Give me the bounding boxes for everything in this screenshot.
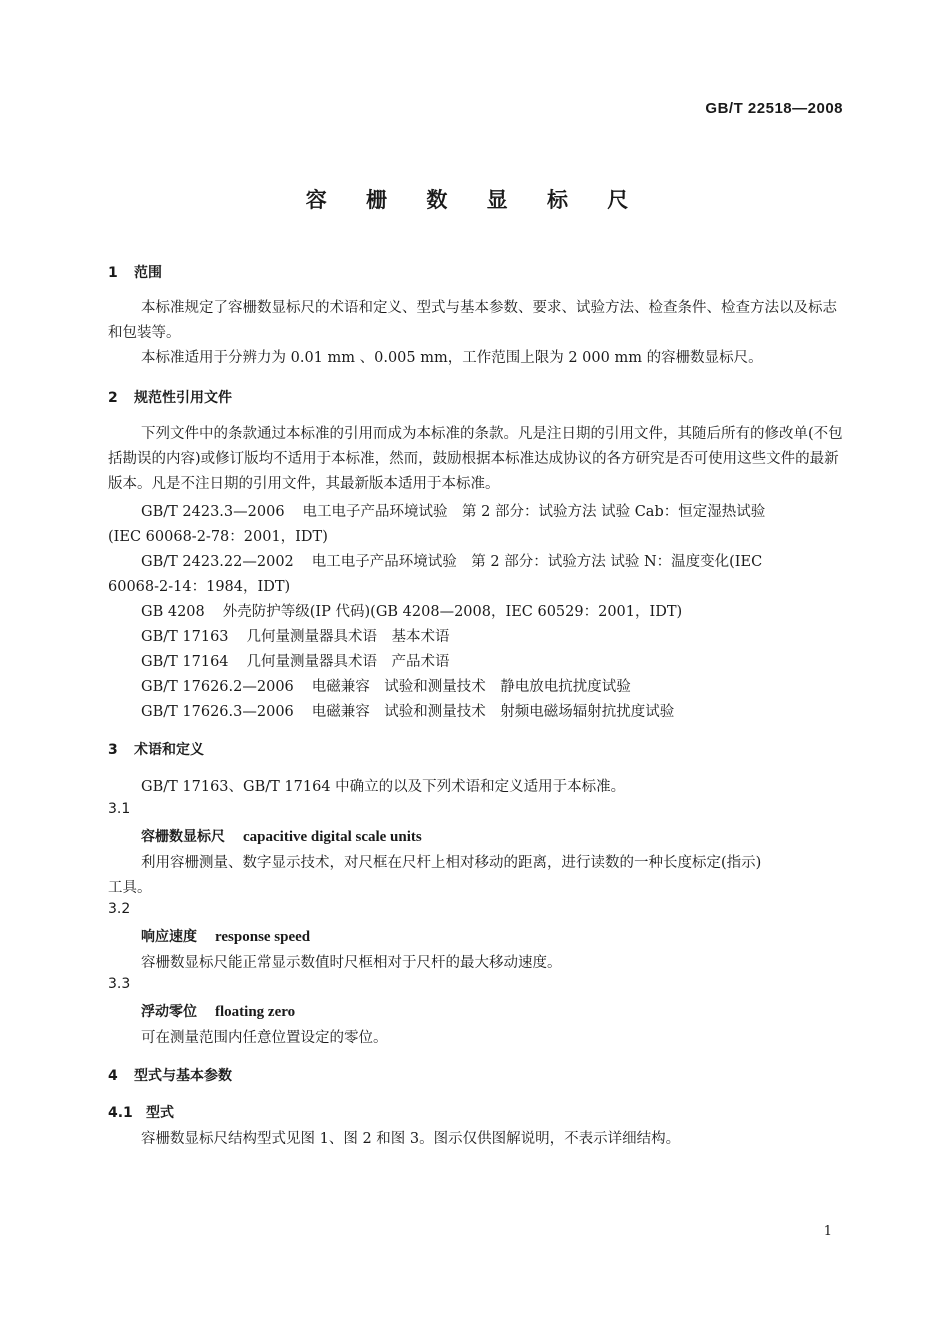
reference-code: GB/T 17164	[141, 654, 229, 670]
term-chinese: 浮动零位	[141, 1004, 197, 1020]
paragraph: 本标准适用于分辨力为 0.01 mm 、0.005 mm，工作范围上限为 2 000 mm 的容栅数显标尺。	[141, 350, 763, 366]
reference-item	[141, 600, 682, 621]
term-definition: 可在测量范围内任意位置设定的零位。	[141, 1030, 388, 1046]
term-number: 3.1	[108, 801, 131, 817]
term-heading	[141, 826, 422, 846]
section-heading	[108, 262, 162, 282]
reference-item	[141, 650, 450, 671]
section-number: 4	[108, 1068, 118, 1084]
reference-code: GB/T 2423.22—2002	[141, 554, 294, 570]
standard-code: GB/T 22518—2008	[705, 100, 843, 117]
page-number: 1	[823, 1224, 832, 1239]
reference-item	[141, 625, 450, 646]
section-heading	[108, 387, 232, 407]
reference-code: GB/T 2423.3—2006	[141, 504, 285, 520]
paragraph: 容栅数显标尺结构型式见图 1、图 2 和图 3。图示仅供图解说明，不表示详细结构。	[141, 1131, 681, 1147]
section-title: 范围	[134, 265, 162, 281]
section-number: 2	[108, 390, 118, 406]
section-heading	[108, 1065, 232, 1085]
term-heading	[141, 1001, 295, 1021]
reference-item	[141, 550, 762, 571]
reference-code: GB/T 17626.3—2006	[141, 704, 294, 720]
reference-title: 电工电子产品环境试验 第 2 部分：试验方法 试验 Cab：恒定湿热试验	[302, 504, 766, 520]
section-title: 型式与基本参数	[134, 1068, 232, 1084]
section-number: 3	[108, 742, 118, 758]
reference-code: GB/T 17626.2—2006	[141, 679, 294, 695]
reference-continuation: 60068-2-14：1984，IDT)	[108, 579, 291, 595]
term-chinese: 响应速度	[141, 929, 197, 945]
reference-title: 几何量测量器具术语 基本术语	[246, 629, 450, 645]
term-heading	[141, 926, 310, 946]
subsection-heading	[108, 1102, 174, 1122]
subsection-title: 型式	[146, 1105, 174, 1121]
paragraph: 本标准规定了容栅数显标尺的术语和定义、型式与基本参数、要求、试验方法、检查条件、检查方法以及标志和包装等。	[108, 300, 837, 341]
reference-item	[141, 675, 631, 696]
reference-code: GB/T 17163	[141, 629, 229, 645]
reference-title: 电工电子产品环境试验 第 2 部分：试验方法 试验 N：温度变化(IEC	[311, 554, 763, 570]
reference-continuation: (IEC 60068-2-78：2001，IDT)	[108, 529, 328, 545]
section-title: 规范性引用文件	[134, 390, 232, 406]
reference-item	[141, 500, 765, 521]
section-number: 1	[108, 265, 118, 281]
reference-title: 外壳防护等级(IP 代码)(GB 4208—2008，IEC 60529：2001，IDT)	[222, 604, 683, 620]
term-english: floating zero	[215, 1004, 296, 1020]
section-title: 术语和定义	[134, 742, 204, 758]
term-definition: 容栅数显标尺能正常显示数值时尺框相对于尺杆的最大移动速度。	[141, 955, 562, 971]
subsection-number: 4.1	[108, 1105, 133, 1121]
term-chinese: 容栅数显标尺	[141, 829, 225, 845]
term-english: response speed	[215, 929, 311, 945]
term-english: capacitive digital scale units	[243, 829, 422, 845]
reference-item	[141, 700, 674, 721]
reference-title: 电磁兼容 试验和测量技术 射频电磁场辐射抗扰度试验	[311, 704, 675, 720]
section-heading	[108, 739, 204, 759]
reference-code: GB 4208	[141, 604, 205, 620]
reference-title: 电磁兼容 试验和测量技术 静电放电抗扰度试验	[311, 679, 631, 695]
paragraph: GB/T 17163、GB/T 17164 中确立的以及下列术语和定义适用于本标准。	[141, 779, 626, 795]
term-number: 3.3	[108, 976, 131, 992]
reference-title: 几何量测量器具术语 产品术语	[246, 654, 450, 670]
term-definition-continuation: 工具。	[108, 880, 152, 896]
term-number: 3.2	[108, 901, 131, 917]
term-definition: 利用容栅测量、数字显示技术，对尺框在尺杆上相对移动的距离，进行读数的一种长度标定(指示)	[141, 855, 762, 871]
page-title: 容 栅 数 显 标 尺	[305, 188, 645, 212]
paragraph: 下列文件中的条款通过本标准的引用而成为本标准的条款。凡是注日期的引用文件，其随后所有的修改单(不包括勘误的内容)或修订版均不适用于本标准，然而，鼓励根据本标准达成协议的各方研究是否可使用这些文件的最新版本。凡是不注日期的引用文件，其最新版本适用于本标准。	[108, 426, 843, 492]
